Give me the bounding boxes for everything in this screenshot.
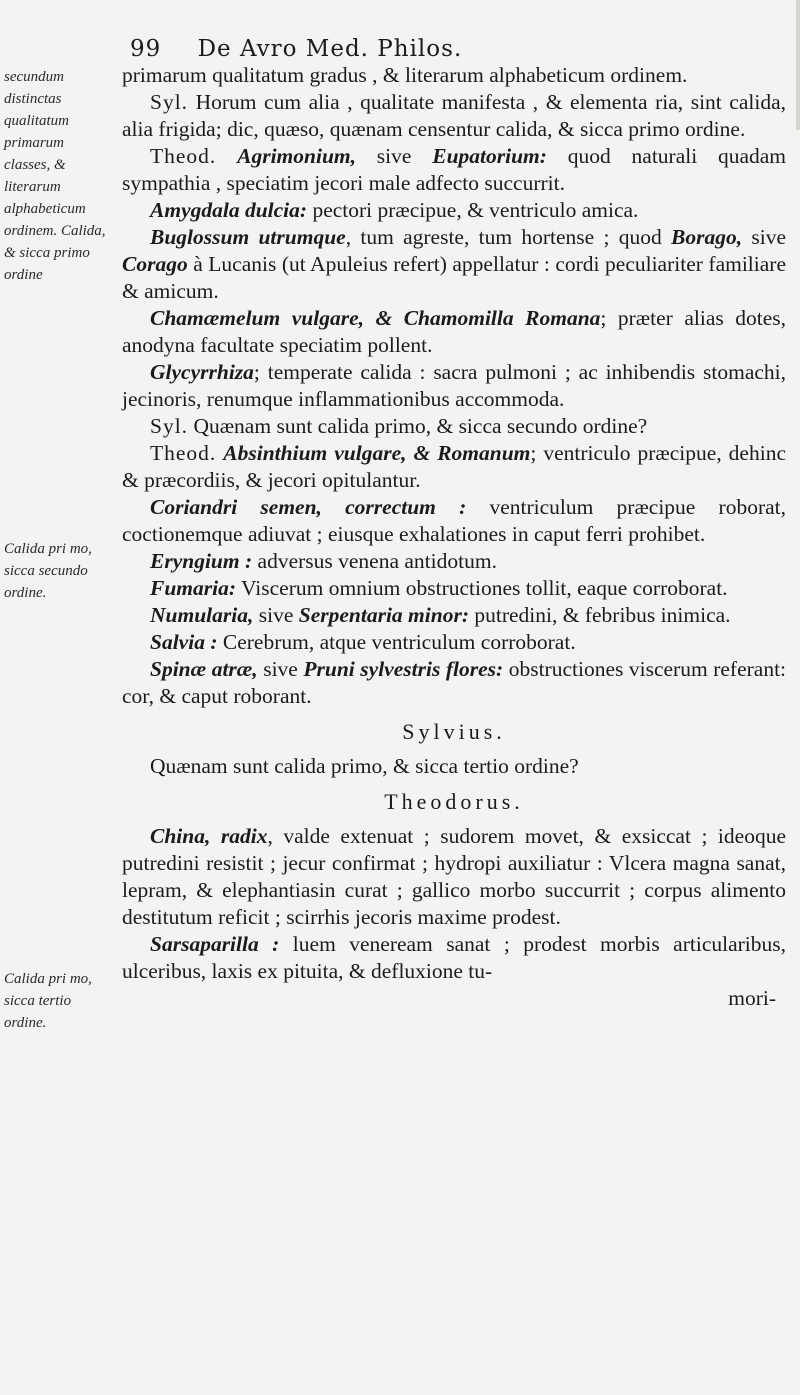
paragraph: Buglossum utrumque, tum agreste, tum hortense ; quod Borago, sive Corago à Lucanis (ut Apuleius refert) appellatur : cordi peculiariter familiare & amicum.	[122, 225, 787, 303]
paragraph: Sarsaparilla : luem veneream sanat ; prodest morbis articularibus, ulceribus, laxis ex pituita, & defluxione tu-	[122, 932, 787, 983]
paragraph: Fumaria: Viscerum omnium obstructiones tollit, eaque corroborat.	[150, 576, 728, 600]
plant-name: Amygdala dulcia:	[150, 198, 308, 222]
plant-name: Sarsaparilla :	[150, 932, 280, 956]
speaker-label: Theod.	[150, 441, 217, 465]
paragraph: Quænam sunt calida primo, & sicca tertio ordine?	[150, 754, 579, 778]
plant-name: Glycyrrhiza	[150, 360, 254, 384]
paragraph: Theod. Absinthium vulgare, & Romanum; ventriculo præcipue, dehinc & præcordiis, & jecori opitulantur.	[122, 441, 786, 492]
paragraph: Chamæmelum vulgare, & Chamomilla Romana; præter alias dotes, anodyna facultate speciatim pollent.	[122, 306, 786, 357]
margin-note: secundum distinctas qualitatum primarum classes, & literarum alphabeticum ordinem. Calida, & sicca primo ordine	[4, 69, 106, 283]
speaker-label: Theod.	[150, 144, 217, 168]
plant-name: Numularia,	[150, 603, 254, 627]
paragraph: primarum qualitatum gradus , & literarum alphabeticum ordinem.	[122, 63, 688, 87]
plant-name: Eupatorium:	[432, 144, 547, 168]
paragraph: Eryngium : adversus venena antidotum.	[150, 549, 497, 573]
plant-name: Coriandri semen, correctum :	[150, 495, 467, 519]
plant-name: Corago	[122, 252, 188, 276]
paragraph: Coriandri semen, correctum : ventriculum præcipue roborat, coctionemque adiuvat ; eiusque exhalationes in caput ferri prohibet.	[122, 495, 786, 546]
catchword: mori-	[728, 986, 776, 1010]
paragraph: Amygdala dulcia: pectori præcipue, & ventriculo amica.	[150, 198, 639, 222]
plant-name: Fumaria:	[150, 576, 237, 600]
plant-name: Eryngium :	[150, 549, 253, 573]
speaker-heading: Theodorus.	[384, 789, 524, 814]
plant-name: Chamæmelum vulgare, & Chamomilla Romana	[150, 306, 601, 330]
plant-name: China, radix	[150, 824, 268, 848]
page-edge	[796, 0, 800, 130]
paragraph: Syl. Quænam sunt calida primo, & sicca secundo ordine?	[150, 414, 648, 438]
plant-name: Serpentaria minor:	[298, 603, 469, 627]
main-text	[122, 62, 786, 1012]
plant-name: Buglossum utrumque	[150, 225, 346, 249]
paragraph: China, radix, valde extenuat ; sudorem movet, & exsiccat ; ideoque putredini resistit ; jecur confirmat ; hydropi auxiliatur : Vlcera magna sanat, lepram, & elephantiasin curat ; gallico morbo succurrit ; corpus alimento destitutum reficit ; scirrhis jecoris maxime prodest.	[122, 824, 786, 929]
running-title: De Avro Med. Philos.	[197, 36, 463, 62]
plant-name: Salvia :	[150, 630, 218, 654]
margin-note: Calida pri mo, sicca secundo ordine.	[4, 541, 92, 601]
margin-note: Calida pri mo, sicca tertio ordine.	[4, 971, 92, 1031]
paragraph: Spinæ atræ, sive Pruni sylvestris flores: obstructiones viscerum referant: cor, & caput roborant.	[122, 657, 787, 708]
paragraph: Syl. Horum cum alia , qualitate manifesta , & elementa ria, sint calida, alia frigida; dic, quæso, quænam censentur calida, & sicca primo ordine.	[122, 90, 787, 141]
plant-name: Absinthium vulgare, & Romanum	[223, 441, 531, 465]
paragraph: Glycyrrhiza; temperate calida : sacra pulmoni ; ac inhibendis stomachi, jecinoris, renumque inflammationibus accommoda.	[122, 360, 786, 411]
plant-name: Agrimonium,	[237, 144, 356, 168]
speaker-heading: Sylvius.	[402, 719, 506, 744]
page-number: 99	[130, 36, 162, 62]
paragraph: Salvia : Cerebrum, atque ventriculum corroborat.	[150, 630, 576, 654]
running-header	[130, 36, 770, 62]
paragraph: Theod. Agrimonium, sive Eupatorium: quod naturali quadam sympathia , speciatim jecori male adfecto succurrit.	[122, 144, 787, 195]
speaker-label: Syl.	[150, 414, 189, 438]
plant-name: Pruni sylvestris flores:	[303, 657, 504, 681]
paragraph: Numularia, sive Serpentaria minor: putredini, & febribus inimica.	[150, 603, 731, 627]
speaker-label: Syl.	[150, 90, 189, 114]
plant-name: Spinæ atræ,	[150, 657, 258, 681]
plant-name: Borago,	[670, 225, 743, 249]
